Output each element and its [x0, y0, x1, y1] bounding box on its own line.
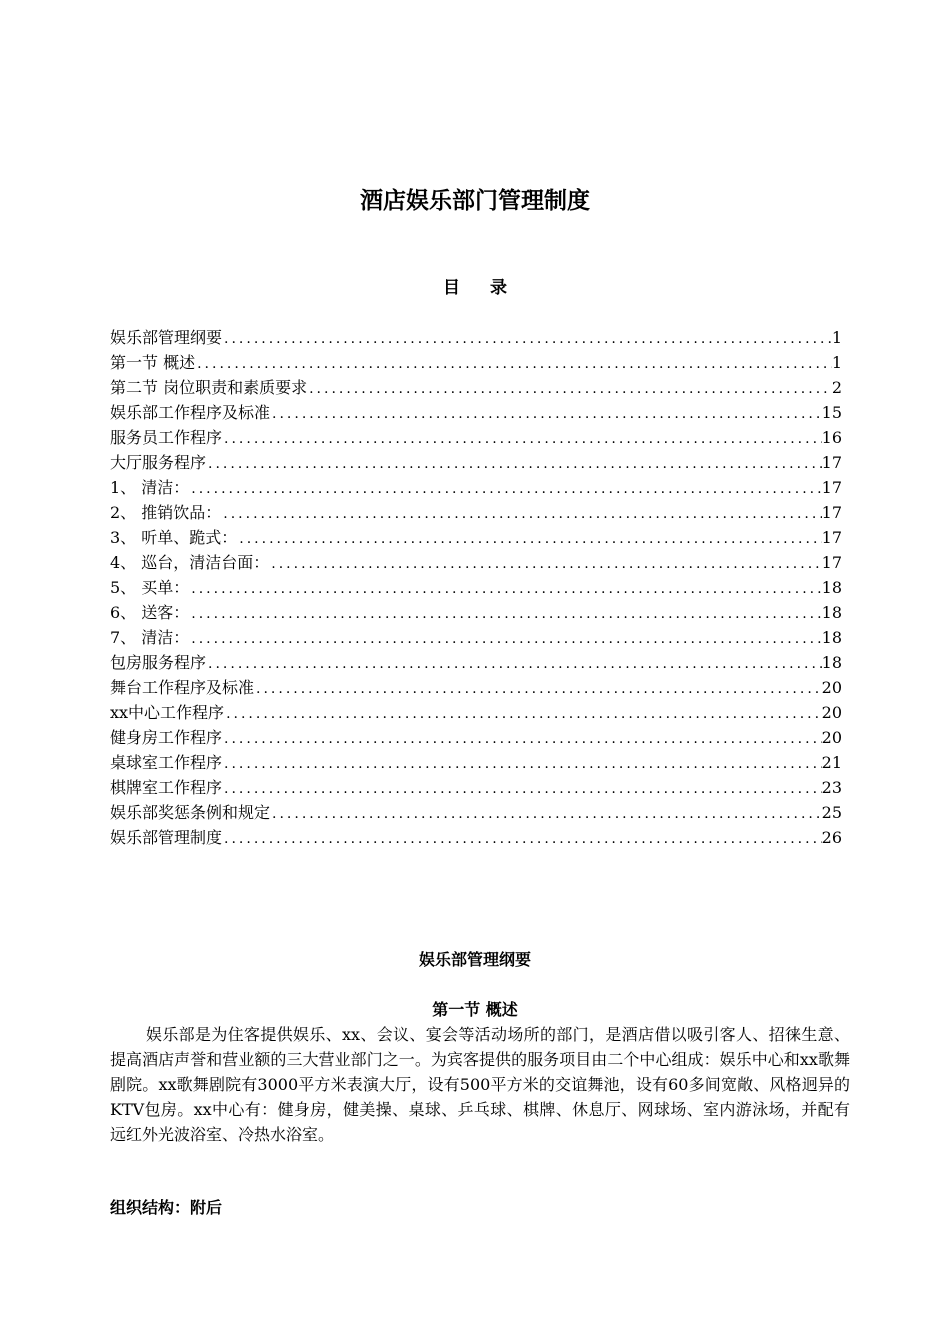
toc-page-number: 1 — [831, 353, 842, 372]
toc-page-number: 20 — [821, 678, 842, 697]
toc-dot-leader — [222, 727, 822, 750]
toc-entry-text: 第二节 岗位职责和素质要求 — [110, 378, 308, 397]
toc-dot-leader — [189, 477, 821, 500]
toc-entry-text: 5、 买单： — [110, 578, 190, 597]
toc-heading-right: 录 — [490, 278, 507, 298]
toc-dot-leader — [195, 352, 832, 375]
toc-entry[interactable] — [110, 325, 842, 350]
toc-entry[interactable] — [110, 775, 842, 800]
toc-entry[interactable] — [110, 450, 842, 475]
toc-entry-text: 服务员工作程序 — [110, 428, 223, 447]
toc-entry-text: 4、 巡台，清洁台面： — [110, 553, 270, 572]
toc-page-number: 20 — [821, 728, 842, 747]
toc-entry[interactable] — [110, 375, 842, 400]
toc-page-number: 25 — [821, 803, 842, 822]
toc-page-number: 17 — [821, 478, 842, 497]
toc-page-number: 17 — [821, 528, 842, 547]
toc-entry-text: 舞台工作程序及标准 — [110, 678, 255, 697]
toc-entry[interactable] — [110, 650, 842, 675]
toc-page-number: 1 — [831, 328, 842, 347]
toc-entry[interactable] — [110, 675, 842, 700]
toc-entry-text: 2、 推销饮品： — [110, 503, 222, 522]
toc-entry-text: 3、 听单、跪式： — [110, 528, 238, 547]
outline-heading: 娱乐部管理纲要 — [418, 950, 531, 969]
toc-page-number: 17 — [821, 503, 842, 522]
toc-entry[interactable] — [110, 400, 842, 425]
toc-dot-leader — [270, 402, 822, 425]
toc-entry[interactable] — [110, 500, 842, 525]
toc-entry[interactable] — [110, 800, 842, 825]
section1-heading: 第一节 概述 — [432, 1000, 518, 1019]
toc-page-number: 15 — [821, 403, 842, 422]
toc-dot-leader — [224, 702, 822, 725]
toc-entry[interactable] — [110, 475, 842, 500]
toc-entry[interactable] — [110, 575, 842, 600]
toc-dot-leader — [222, 427, 822, 450]
toc-dot-leader — [221, 502, 821, 525]
toc-dot-leader — [189, 627, 821, 650]
toc-dot-leader — [189, 577, 821, 600]
toc-entry-text: 大厅服务程序 — [110, 453, 207, 472]
toc-dot-leader — [269, 552, 821, 575]
toc-dot-leader — [254, 677, 822, 700]
toc-entry-text: 第一节 概述 — [110, 353, 196, 372]
toc-entry[interactable] — [110, 725, 842, 750]
toc-heading-left: 目 — [443, 278, 460, 298]
toc-page-number: 18 — [821, 578, 842, 597]
toc-dot-leader — [222, 327, 832, 350]
table-of-contents — [110, 325, 842, 850]
document-title: 酒店娱乐部门管理制度 — [360, 188, 590, 214]
toc-heading — [0, 276, 950, 300]
toc-entry-text: xx中心工作程序 — [110, 703, 225, 722]
toc-entry[interactable] — [110, 700, 842, 725]
toc-page-number: 17 — [821, 453, 842, 472]
toc-entry[interactable] — [110, 600, 842, 625]
toc-dot-leader — [189, 602, 821, 625]
toc-entry[interactable] — [110, 750, 842, 775]
toc-dot-leader — [222, 777, 822, 800]
toc-dot-leader — [206, 652, 822, 675]
toc-page-number: 17 — [821, 553, 842, 572]
toc-dot-leader — [307, 377, 832, 400]
toc-page-number: 18 — [821, 628, 842, 647]
toc-entry[interactable] — [110, 625, 842, 650]
toc-entry[interactable] — [110, 825, 842, 850]
org-structure-label: 组织结构：附后 — [110, 1198, 223, 1217]
toc-dot-leader — [222, 827, 822, 850]
toc-page-number: 2 — [831, 378, 842, 397]
toc-entry-text: 棋牌室工作程序 — [110, 778, 223, 797]
toc-entry[interactable] — [110, 425, 842, 450]
toc-entry[interactable] — [110, 550, 842, 575]
toc-page-number: 16 — [821, 428, 842, 447]
section1-body: 娱乐部是为住客提供娱乐、xx、会议、宴会等活动场所的部门，是酒店借以吸引客人、招徕生意、提高酒店声誉和营业额的三大营业部门之一。为宾客提供的服务项目由二个中心组成：娱乐中心和xx歌舞剧院。xx歌舞剧院有3000平方米表演大厅，设有500平方米的交谊舞池，设有60多间宽敞、风格迥异的KTV包房。xx中心有：健身房，健美操、桌球、乒乓球、棋牌、休息厅、网球场、室内游泳场，并配有远红外光波浴室、冷热水浴室。 — [110, 1025, 850, 1144]
toc-page-number: 20 — [821, 703, 842, 722]
toc-page-number: 18 — [821, 653, 842, 672]
toc-page-number: 23 — [821, 778, 842, 797]
toc-entry-text: 1、 清洁： — [110, 478, 190, 497]
toc-entry-text: 包房服务程序 — [110, 653, 207, 672]
toc-page-number: 21 — [821, 753, 842, 772]
toc-dot-leader — [237, 527, 821, 550]
toc-entry-text: 娱乐部管理制度 — [110, 828, 223, 847]
toc-entry[interactable] — [110, 525, 842, 550]
toc-page-number: 18 — [821, 603, 842, 622]
toc-entry-text: 桌球室工作程序 — [110, 753, 223, 772]
toc-entry-text: 娱乐部奖惩条例和规定 — [110, 803, 271, 822]
toc-entry[interactable] — [110, 350, 842, 375]
toc-dot-leader — [270, 802, 822, 825]
toc-entry-text: 娱乐部管理纲要 — [110, 328, 223, 347]
toc-dot-leader — [222, 752, 822, 775]
toc-dot-leader — [206, 452, 822, 475]
toc-entry-text: 健身房工作程序 — [110, 728, 223, 747]
toc-entry-text: 7、 清洁： — [110, 628, 190, 647]
toc-entry-text: 6、 送客： — [110, 603, 190, 622]
toc-page-number: 26 — [821, 828, 842, 847]
toc-entry-text: 娱乐部工作程序及标准 — [110, 403, 271, 422]
